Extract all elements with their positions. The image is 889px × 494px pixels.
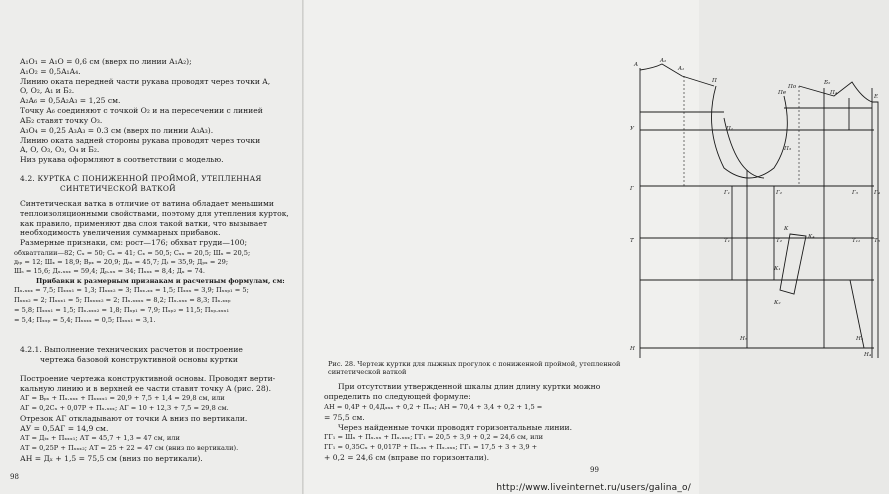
page-number: 99 [590, 466, 599, 474]
text-line: ГГ₁ = 0,35Cₓ + 0,017P + Пₓ.ₓₓ + Пₓ.ₓₓₓ; ГГ₁ = 17,5 + 3 + 3,9 + [324, 443, 538, 451]
text-line: A₁O₂ = 0,5A₁A₄. [20, 67, 81, 76]
text-line: Синтетическая ватка в отличие от ватина обладает меньшими [20, 199, 274, 208]
label-K2: К₂ [774, 300, 781, 306]
label-Pe: Пе [778, 90, 787, 96]
text-line: A₃O₄ = 0,25 A₃A₃ = 0.3 см (вверх по линии A₃A₃). [20, 126, 214, 135]
label-G4: Г₄ [874, 190, 880, 196]
text-line: ГГ₁ = Шₓ + Пₓ.ₓₓ + Пₓ.ₓₓₓ; ГГ₁ = 20,5 + 3,9 + 0,2 = 24,6 см, или [324, 433, 544, 441]
label-G3: Г₃ [852, 190, 858, 196]
label-H4: Н₄ [864, 352, 872, 358]
text-line: АГ = 0,2Cₓ + 0,07P + Пₓ.ₓₓₓ; АГ = 10 + 12,3 + 7,5 = 29,8 см. [20, 404, 229, 412]
label-T: Т [630, 238, 634, 244]
label-K: К [784, 226, 789, 232]
label-A2: A₂ [660, 58, 667, 64]
right-page [304, 0, 880, 494]
text-line: O, O₂, A₁ и Б₂. [20, 86, 75, 95]
label-K4: К₄ [808, 234, 815, 240]
text-line: AБ₂ ставят точку O₃. [20, 116, 103, 125]
text-line: = 5,4; Пₓₓₚ = 5,4; Пₓₓₓₓ = 0,5; Пₓₓₓ₁ = 3,1. [14, 316, 156, 324]
label-T1: Т₁ [724, 238, 730, 244]
text-line: Низ рукава оформляют в соответствии с моделью. [20, 155, 224, 164]
text-line: АН = Дₓ + 1,5 = 75,5 см (вниз по вертикали). [20, 454, 203, 463]
label-T3: Т₃ [874, 238, 880, 244]
label-H: Н [630, 346, 635, 352]
label-P3: П₃ [784, 146, 792, 152]
watermark-url[interactable]: http://www.liveinternet.ru/users/galina_o/ [496, 483, 691, 493]
jacket-pattern-diagram [624, 58, 889, 358]
sizes-heading: Размерные признаки, см: рост—176; обхват груди—100; [20, 238, 248, 247]
left-page [0, 0, 304, 494]
label-A1: A₁ [678, 66, 685, 72]
label-P1: П₁ [726, 126, 734, 132]
text-line: Отрезок АГ откладывают от точки А вниз по вертикали. [20, 414, 248, 423]
label-Po: По [788, 84, 797, 90]
label-P4: П₄ [830, 90, 838, 96]
text-line: теплоизоляционными свойствами, поэтому для утепления курток, [20, 209, 289, 218]
label-Y: У [630, 126, 635, 132]
pattern-labels [629, 58, 881, 358]
page-number: 98 [10, 473, 19, 481]
label-A: A [634, 62, 639, 68]
text-line: Точку A₆ соединяют с точкой O₂ и на пересечении с линией [20, 106, 263, 115]
label-E: Е [874, 94, 879, 100]
figure-caption: Рис. 28. Чертеж куртки для лыжных прогулок с пониженной проймой, утепленной [328, 360, 621, 368]
label-G: Г [630, 186, 634, 192]
label-K1: К₁ [774, 266, 781, 272]
subsection-heading: чертежа базовой конструктивной основы куртки [40, 355, 238, 364]
text-line: дₜₚ = 12; Шₓ = 18,9; Вₚₓ = 20,9; Дₜₓ = 45,7; Дₜ = 35,9; Дₚₓ = 29; [14, 258, 229, 266]
text-line: АГ = Вₚₓ + Пₓ.ₓₓₓ + Пₓₓₓₓ₁ = 20,9 + 7,5 + 1,4 = 29,8 см, или [20, 394, 225, 402]
text-line: АТ = 0,25P + Пₓₓₓ₂; АТ = 25 + 22 = 47 см (вниз по вертикали). [20, 444, 239, 452]
text-line: = 75,5 см. [324, 413, 365, 422]
label-H3: Н₃ [856, 336, 864, 342]
text-line: обхватталии—82; Сₓ = 50; Сₓ = 41; Сₓ = 50,5; Сₓₓ = 20,5; Шₓ = 20,5; [14, 249, 251, 257]
text-line: АТ = Дₜₓ + Пₓₓₓ₁; АТ = 45,7 + 1,3 = 47 см, или [20, 434, 180, 442]
text-line: Пₓₓₓ₂ = 2; Пₓₓₓ₁ = 5; Пₓₓₓₓ₂ = 2; Пₓ.ₓₓₓₓ = 8,2; Пₓ.ₓₓₓ = 8,3; Пₓ.ₓₓₚ [14, 296, 231, 304]
subsection-heading: 4.2.1. Выполнение технических расчетов и построение [20, 345, 243, 354]
text-line: Пₓ.ₓₓₓ = 7,5; Пₓₓₓ₁ = 1,3; Пₓₓₓ₂ = 3; Пₓₓ.ₓₓ = 1,5; Пₓₓₓ = 3,9; Пₓₓₚ₁ = 5; [14, 286, 249, 294]
text-line: АН = 0,4P + 0,4Дₓₓₓ + 0,2 + Пₓₓ; АН = 70,4 + 3,4 + 0,2 + 1,5 = [324, 403, 543, 411]
text-line: A₁O₁ = A₁O = 0,6 см (вверх по линии A₁A₂); [20, 57, 192, 66]
text-line: Линию оката задней стороны рукава проводят через точки [20, 136, 261, 145]
label-G2: Г₂ [776, 190, 782, 196]
text-line: как правило, применяют два слоя такой ватки, что вызывает [20, 219, 268, 228]
text-line: Через найденные точки проводят горизонтальные линии. [338, 423, 573, 432]
label-B2: Б₂ [824, 80, 831, 86]
section-heading: СИНТЕТИЧЕСКОЙ ВАТКОЙ [60, 184, 176, 193]
text-line: При отсутствии утвержденной шкалы длин длину куртки можно [338, 382, 601, 391]
label-H1: Н₅ [740, 336, 748, 342]
text-line: A, O, O₃, O₃, O₄ и Б₂. [20, 145, 100, 154]
section-heading: 4.2. КУРТКА С ПОНИЖЕННОЙ ПРОЙМОЙ, УТЕПЛЕННАЯ [20, 174, 262, 183]
text-line: Построение чертежа конструктивной основы. Проводят верти- [20, 374, 276, 383]
label-T2: Т₂ [776, 238, 782, 244]
text-line: кальную линию и в верхней ее части ставят точку А (рис. 28). [20, 384, 272, 393]
text-line: определить по следующей формуле: [324, 392, 471, 401]
text-line: + 0,2 = 24,6 см (вправе по горизонтали). [324, 453, 490, 462]
text-line: A₂A₆ = 0,5A₂A₃ = 1,25 см. [20, 96, 121, 105]
text-line: необходимость увеличения суммарных прибавок. [20, 228, 221, 237]
label-T11: Т₁₁ [852, 238, 861, 244]
text-line: Линию оката передней части рукава проводят через точки A, [20, 77, 271, 86]
text-line: = 5,8; Пₓₓₓ₁ = 1,5; Пₓ.ₓₓₓ₂ = 1,8; Пₓₚ₁ = 7,9; Пₓₚ₂ = 11,5; Пₓₚ.ₓₓₓ₁ [14, 306, 230, 314]
label-P: П [712, 78, 717, 84]
label-G1: Г₁ [724, 190, 730, 196]
figure-caption: синтетической ваткой [328, 368, 407, 376]
text-line: АУ = 0,5АГ = 14,9 см. [20, 424, 109, 433]
text-line: Шₛ = 15,6; Дₓ.ₓₓₓ = 59,4; Дₚ.ₓₓ = 34; Пₓₓₓ = 8,4; Дₓ = 74. [14, 267, 205, 275]
allowances-heading: Прибавки к размерным признакам и расчетным формулам, см: [36, 277, 285, 285]
